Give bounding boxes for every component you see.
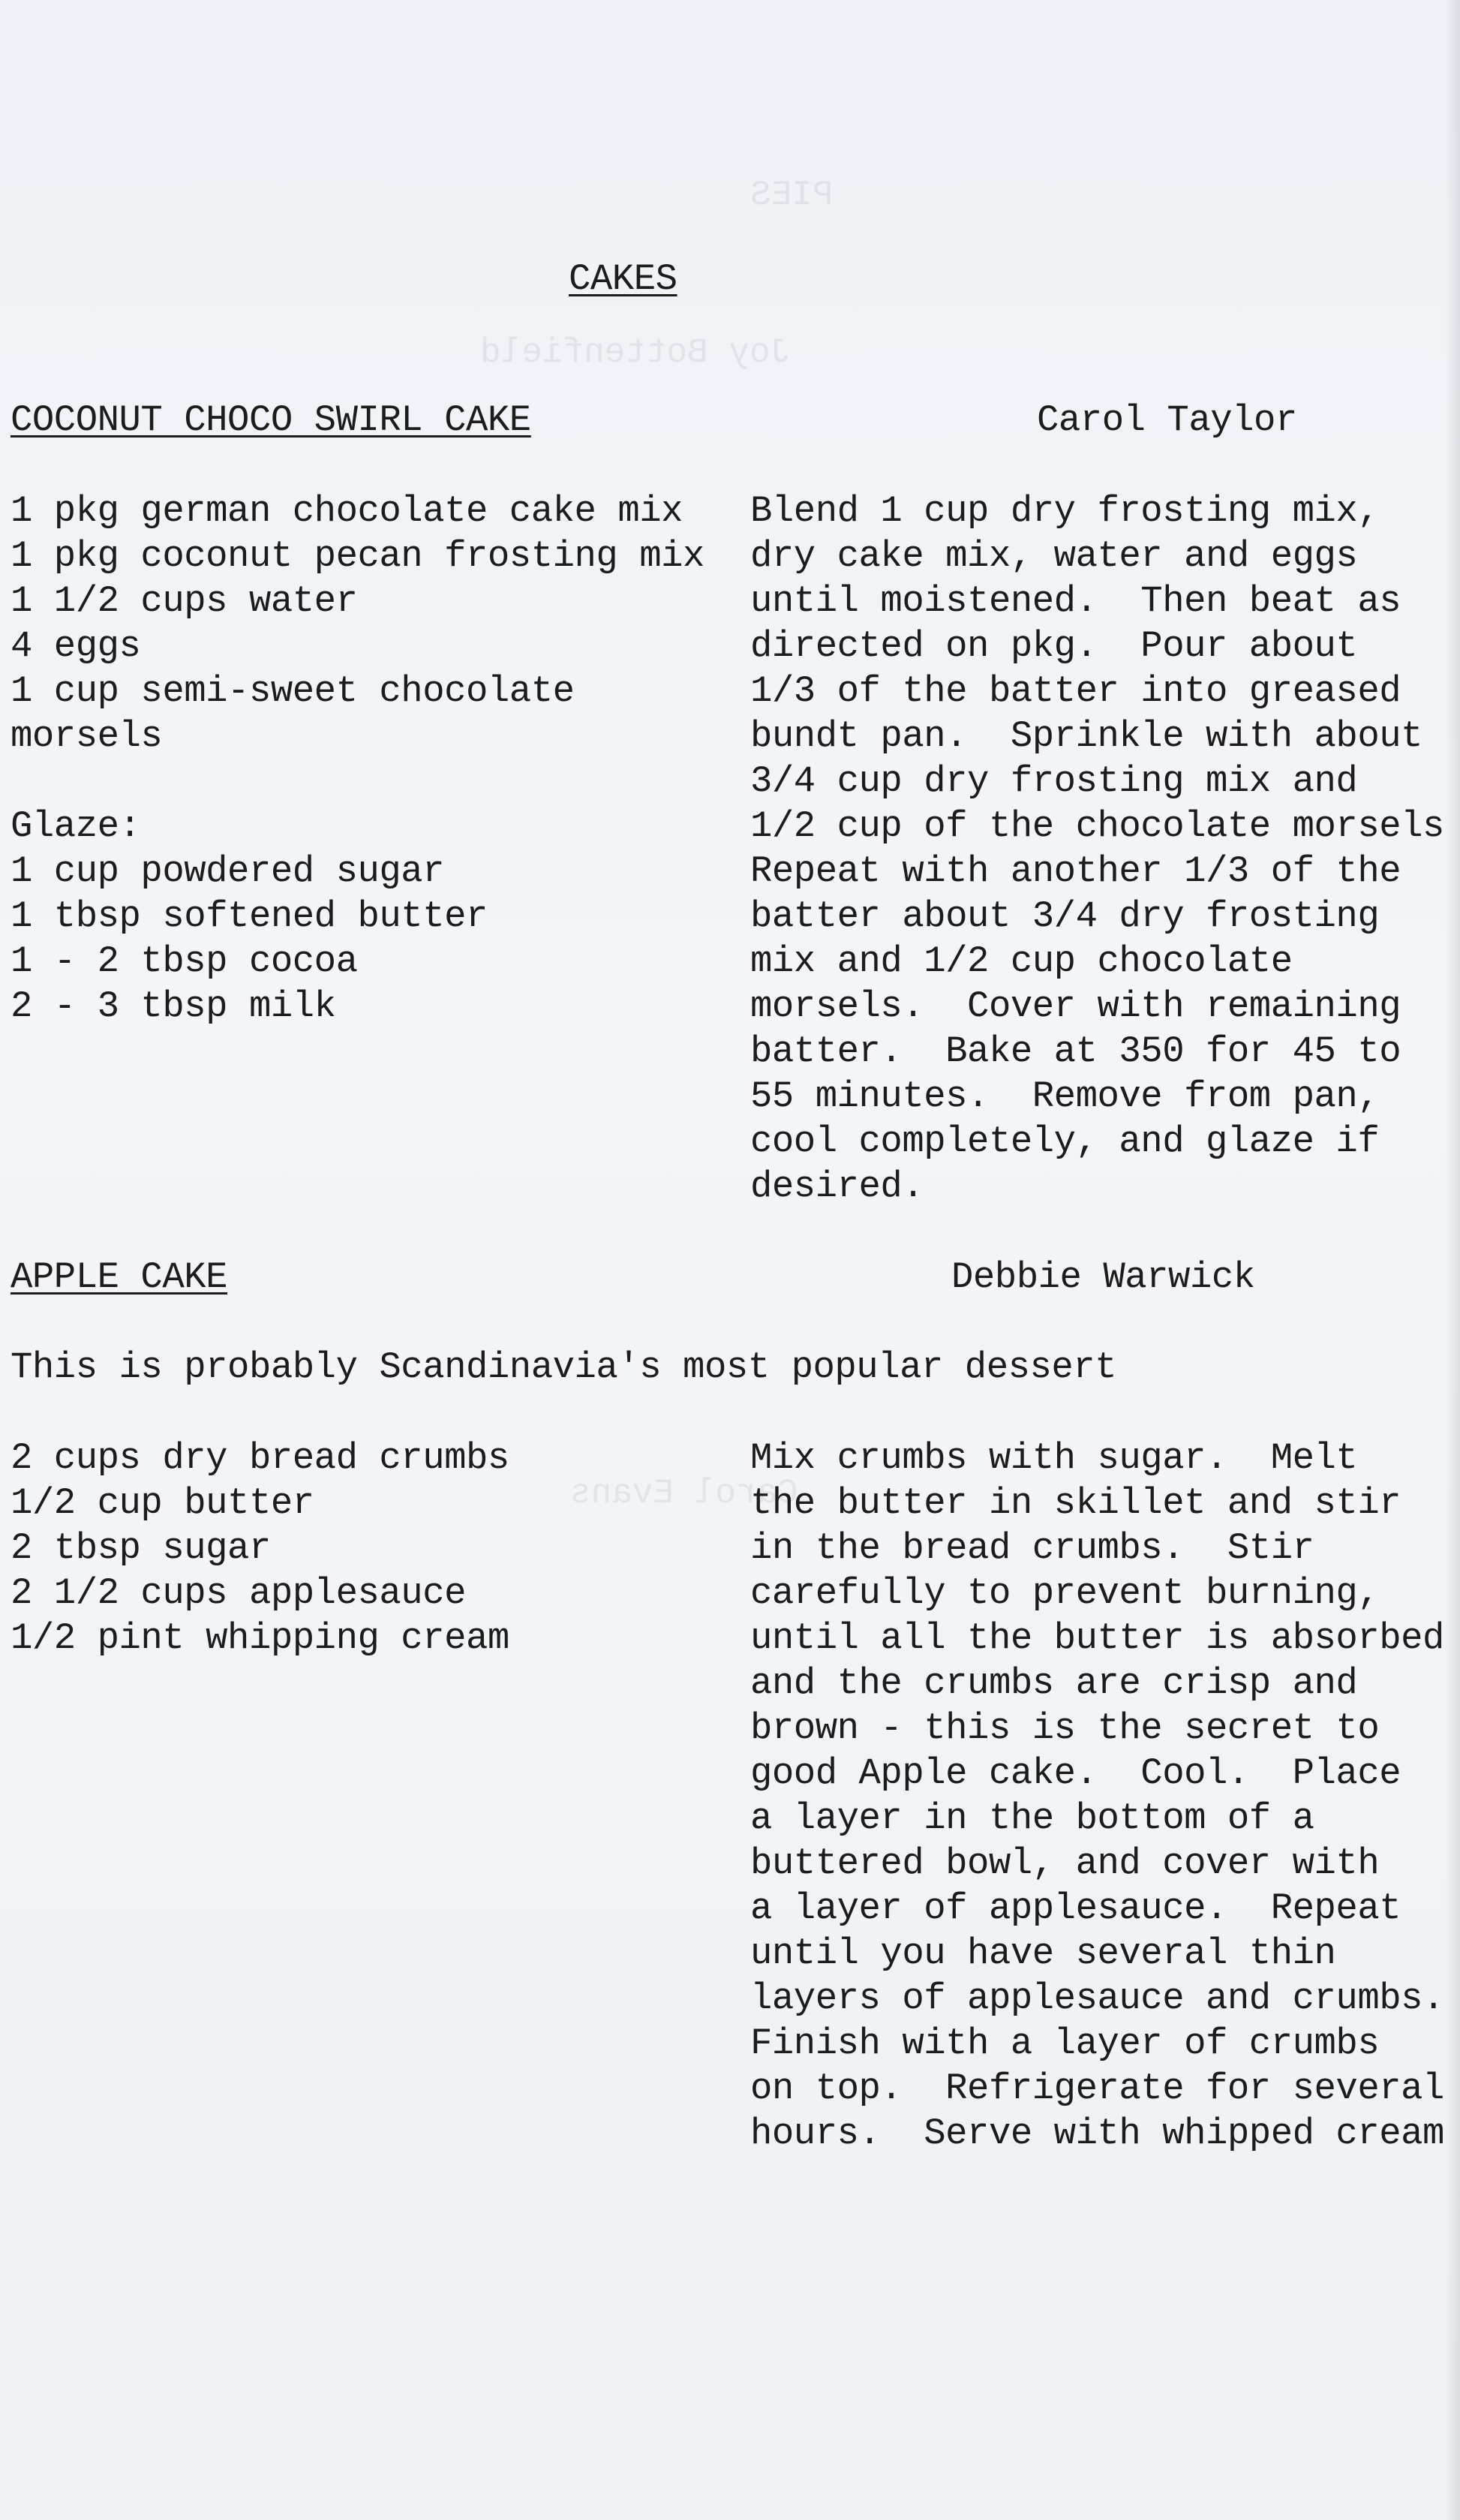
ingredient-line: 1 cup powdered sugar xyxy=(11,850,445,892)
bleed-through-text: Joy Bottenfield xyxy=(480,333,792,372)
recipe-author: Debbie Warwick xyxy=(951,1256,1255,1298)
ingredient-line: 4 eggs xyxy=(11,625,141,667)
direction-line: mix and 1/2 cup chocolate xyxy=(750,940,1293,982)
direction-line: in the bread crumbs. Stir xyxy=(750,1527,1314,1569)
direction-line: buttered bowl, and cover with xyxy=(750,1842,1380,1884)
ingredient-line: 2 tbsp sugar xyxy=(11,1527,271,1569)
direction-line: cool completely, and glaze if xyxy=(750,1120,1380,1162)
page-edge-shadow xyxy=(1445,0,1460,2520)
direction-line: Mix crumbs with sugar. Melt xyxy=(750,1437,1358,1479)
recipe-title: APPLE CAKE xyxy=(11,1256,228,1298)
bleed-through-text: Carol Evans xyxy=(570,1474,798,1513)
ingredient-line: morsels xyxy=(11,715,163,757)
direction-line: dry cake mix, water and eggs xyxy=(750,535,1358,577)
ingredient-line: 2 - 3 tbsp milk xyxy=(11,985,336,1027)
direction-line: layers of applesauce and crumbs. xyxy=(750,1977,1444,2019)
ingredient-line: 1 - 2 tbsp cocoa xyxy=(11,940,358,982)
direction-line: 1/3 of the batter into greased xyxy=(750,670,1401,712)
recipe-title: COCONUT CHOCO SWIRL CAKE xyxy=(11,399,531,441)
direction-line: hours. Serve with whipped cream xyxy=(750,2113,1444,2155)
direction-line: directed on pkg. Pour about xyxy=(750,625,1358,667)
direction-line: until you have several thin xyxy=(750,1932,1336,1974)
direction-line: morsels. Cover with remaining xyxy=(750,985,1401,1027)
direction-line: Repeat with another 1/3 of the xyxy=(750,850,1401,892)
direction-line: Blend 1 cup dry frosting mix, xyxy=(750,490,1380,532)
direction-line: on top. Refrigerate for several xyxy=(750,2067,1444,2110)
ingredient-line: 1 cup semi-sweet chocolate xyxy=(11,670,575,712)
ingredient-line: 1 pkg coconut pecan frosting mix xyxy=(11,535,704,577)
page-title: CAKES xyxy=(569,258,677,300)
direction-line: 55 minutes. Remove from pan, xyxy=(750,1075,1380,1117)
ingredient-line: 1 tbsp softened butter xyxy=(11,895,488,937)
ingredient-line: 2 1/2 cups applesauce xyxy=(11,1572,467,1614)
ingredient-line: 1 pkg german chocolate cake mix xyxy=(11,490,683,532)
ingredient-line: 1/2 pint whipping cream xyxy=(11,1617,509,1659)
ingredient-line: 1 1/2 cups water xyxy=(11,580,358,622)
direction-line: and the crumbs are crisp and xyxy=(750,1662,1358,1704)
direction-line: until all the butter is absorbed xyxy=(750,1617,1444,1659)
direction-line: batter. Bake at 350 for 45 to xyxy=(750,1030,1401,1072)
direction-line: batter about 3/4 dry frosting xyxy=(750,895,1380,937)
direction-line: carefully to prevent burning, xyxy=(750,1572,1380,1614)
direction-line: 3/4 cup dry frosting mix and xyxy=(750,760,1358,802)
direction-line: a layer in the bottom of a xyxy=(750,1797,1314,1839)
direction-line: brown - this is the secret to xyxy=(750,1707,1380,1749)
direction-line: a layer of applesauce. Repeat xyxy=(750,1887,1401,1929)
direction-line: good Apple cake. Cool. Place xyxy=(750,1752,1401,1794)
recipe-author: Carol Taylor xyxy=(1037,399,1297,441)
ingredient-line: 2 cups dry bread crumbs xyxy=(11,1437,509,1479)
direction-line: bundt pan. Sprinkle with about xyxy=(750,715,1423,757)
ingredient-line: Glaze: xyxy=(11,805,141,847)
direction-line: 1/2 cup of the chocolate morsels xyxy=(750,805,1444,847)
recipe-intro: This is probably Scandinavia's most popular dessert xyxy=(11,1346,1117,1388)
direction-line: Finish with a layer of crumbs xyxy=(750,2022,1380,2064)
direction-line: desired. xyxy=(750,1165,924,1207)
ingredient-line: 1/2 cup butter xyxy=(11,1482,314,1524)
direction-line: until moistened. Then beat as xyxy=(750,580,1401,622)
bleed-through-text: PIES xyxy=(750,176,834,215)
direction-line: the butter in skillet and stir xyxy=(750,1482,1401,1524)
